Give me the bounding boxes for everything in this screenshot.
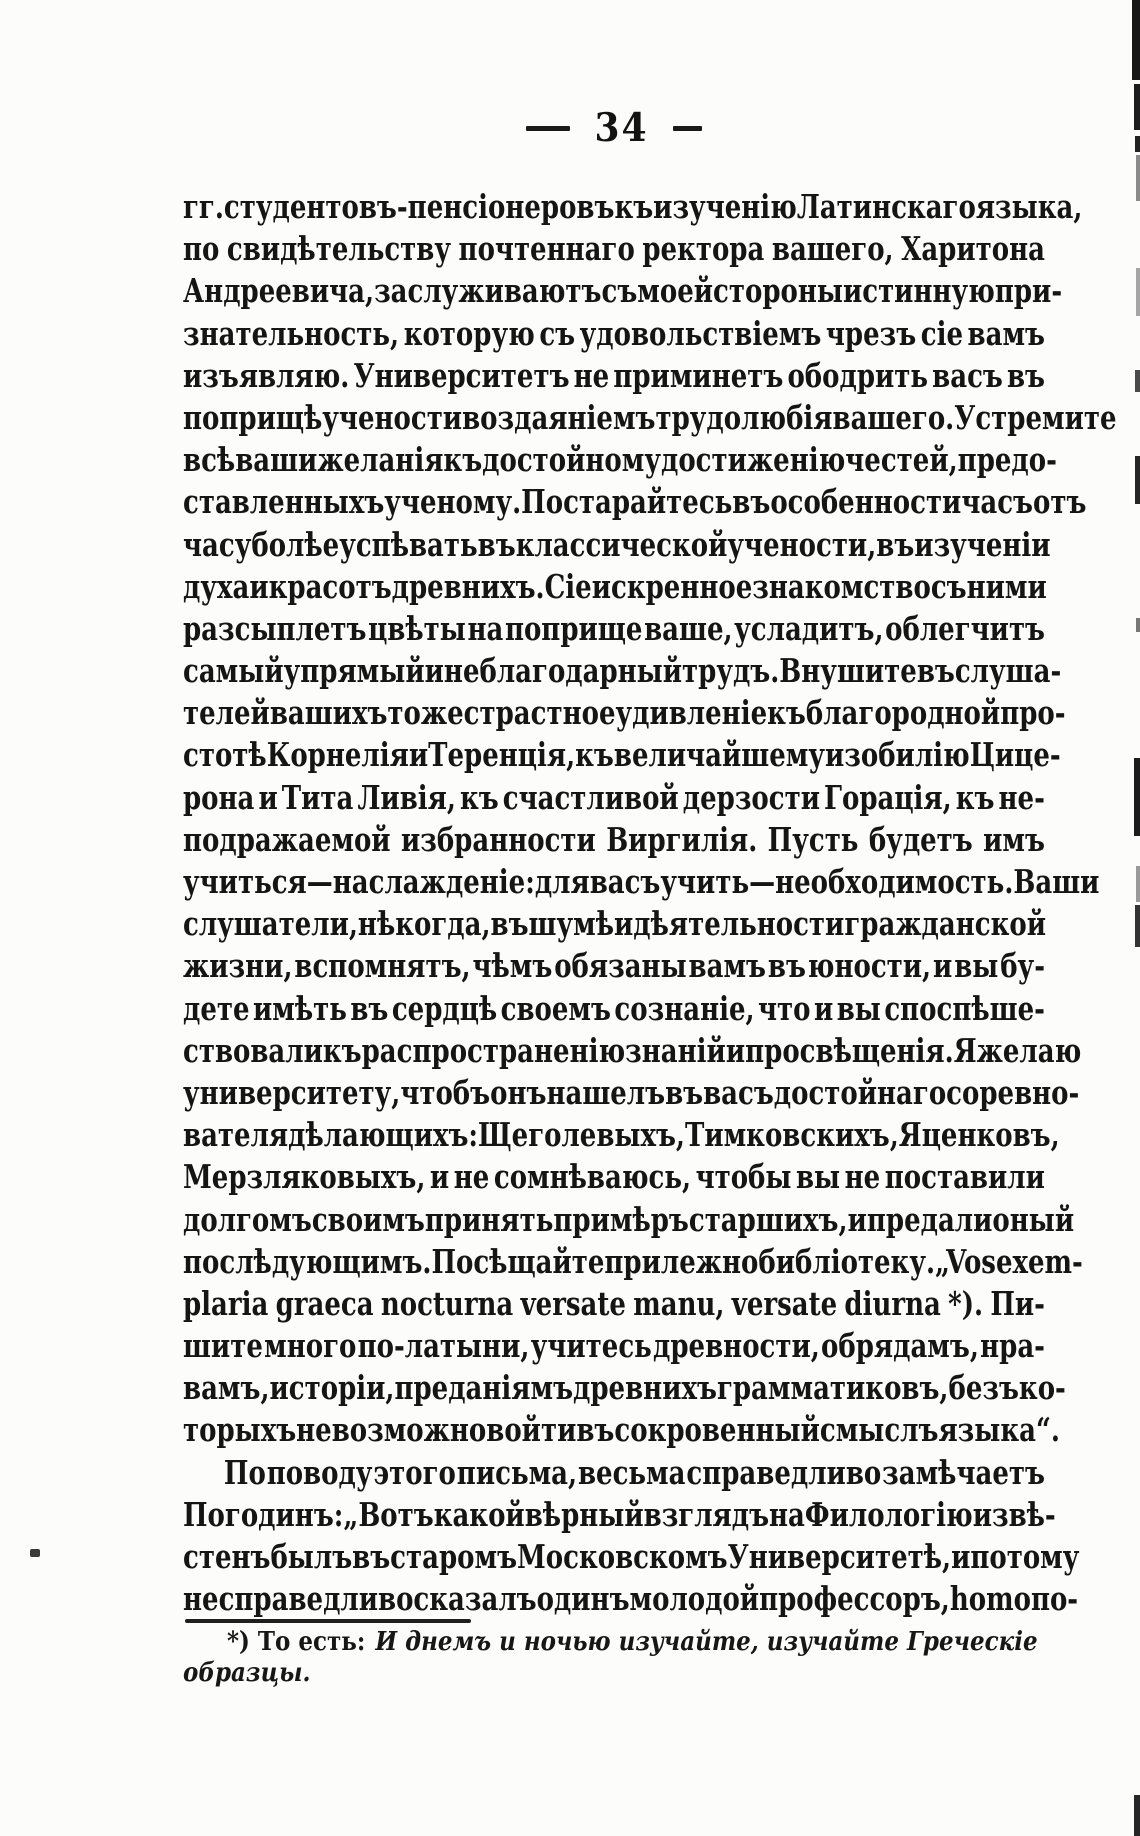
text-line: Погодинъ: „Вотъ какой вѣрный взглядъ на Филологію извѣ- [183, 1497, 1056, 1535]
body-text [183, 187, 1117, 1621]
scan-artifact [1135, 136, 1140, 152]
text-line: самый упрямый и неблагодарный трудъ. Внушите въ слуша- [183, 653, 1062, 692]
header-dash-left [526, 126, 570, 131]
text-line: Мерзляковыхъ, и не сомнѣваюсь, чтобы вы не поставили [183, 1159, 1045, 1198]
scan-artifact [1136, 268, 1140, 316]
scan-artifact [1132, 0, 1140, 80]
text-line: по свидѣтельству почтеннаго ректора вашего, Харитона [183, 231, 1045, 270]
text-line: послѣдующимъ. Посѣщайте прилежно библіотеку. „Vos exem- [183, 1243, 1083, 1282]
text-line: изъявляю. Университетъ не приминетъ ободрить васъ въ [183, 357, 1045, 396]
text-line: По поводу этого письма, весьма справедливо замѣчаетъ [223, 1454, 1045, 1493]
text-line: поприщѣ учености воздаяніемъ трудолюбія вашего. Устремите [183, 400, 1117, 438]
text-line: стенъ былъ въ старомъ Московскомъ Университетѣ, и потому [183, 1539, 1080, 1577]
page-header [183, 104, 1045, 152]
scan-artifact [1136, 155, 1140, 201]
scan-artifact [1134, 1795, 1140, 1836]
text-line: Андреевича, заслуживаютъ съ моей стороны истинную при- [183, 273, 1063, 312]
footnote-separator [185, 1619, 471, 1623]
text-line: жизни, вспомнятъ, чѣмъ обязаны вамъ въ юности, и вы бу- [183, 948, 1045, 987]
page-number: 34 [594, 104, 649, 152]
text-line: вателя дѣлающихъ: Щеголевыхъ, Тимковскихъ, Яценковъ, [183, 1117, 1060, 1156]
text-line: вамъ, исторіи, преданіямъ древнихъ грамматиковъ, безъ ко- [183, 1370, 1066, 1409]
text-line: подражаемой избранности Виргилія. Пусть будетъ имъ [183, 822, 1045, 860]
text-line: часу болѣе успѣвать въ классической учености, въ изученіи [183, 526, 1051, 565]
text-line: духа и красотъ древнихъ. Сіе искренное знакомство съ ними [183, 568, 1047, 607]
text-line: университету, чтобъ онъ нашелъ въ васъ достойнаго соревно- [183, 1075, 1080, 1113]
text-line: рона и Тита Ливія, къ счастливой дерзости Горація, къ не- [183, 779, 1045, 818]
text-line: ставленныхъ ученому. Постарайтесь въ особенности часъ отъ [183, 484, 1087, 523]
text-line: учиться—наслажденіе: для васъ учить—необходимость. Ваши [183, 864, 1100, 902]
text-line: plaria graeca nocturna versate manu, versate diurna *). Пи- [183, 1286, 1045, 1324]
text-line: телей вашихъ то же страстное удивленіе къ благородной про- [183, 695, 1066, 734]
scan-artifact [30, 1549, 40, 1557]
scan-artifact [1136, 866, 1140, 902]
text-line: торыхъ невозможно войти въ сокровенный смыслъ языка“. [183, 1412, 1060, 1451]
scan-artifact [1134, 758, 1140, 836]
footnote [183, 1626, 1045, 1688]
text-line: разсыплетъ цвѣты на поприще ваше, усладитъ, облегчитъ [183, 611, 1045, 649]
header-dash-right [673, 126, 702, 131]
text-line: ствовали къ распространенію знаній и просвѣщенія. Я желаю [183, 1032, 1082, 1071]
footnote-italic-text: И днемъ и ночью изучайте, изучайте Греческіе образцы. [183, 1625, 1038, 1689]
text-line: слушатели, нѣкогда, въ шумѣ и дѣятельности гражданской [183, 906, 1046, 945]
text-line: долгомъ своимъ принять примѣръ старшихъ, и предали оный [183, 1201, 1075, 1240]
text-line: стотѣ Корнелія и Теренція, къ величайшему изобилію Цице- [183, 737, 1061, 776]
scan-artifact [1136, 618, 1140, 632]
scan-artifact [1135, 905, 1140, 947]
scan-artifact [1134, 84, 1140, 130]
scan-artifact [1135, 456, 1140, 504]
footnote-marker: *) То есть: [227, 1625, 366, 1657]
text-line: шите много по-латыни, учитесь древности, обрядамъ, нра- [183, 1328, 1045, 1367]
text-line: знательность, которую съ удовольствіемъ чрезъ сіе вамъ [183, 315, 1045, 354]
text-line: гг. студентовъ - пенсіонеровъ къ изученію Латинскаго языка, [183, 189, 1083, 227]
text-line: всѣ ваши желанія къ достойному достиженію честей, предо- [183, 442, 1057, 481]
text-line: дете имѣть въ сердцѣ своемъ сознаніе, что и вы споспѣше- [183, 990, 1045, 1029]
text-line: несправедливо сказалъ одинъ молодой профессоръ, homo по- [183, 1581, 1079, 1620]
scan-artifact [1135, 370, 1140, 392]
